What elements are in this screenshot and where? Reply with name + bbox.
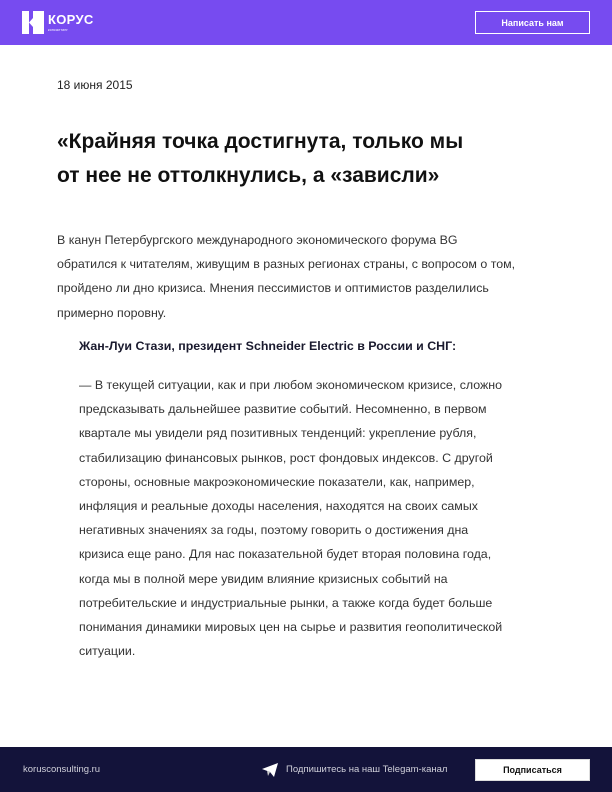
logo[interactable] (22, 11, 94, 35)
title-line: от нее не оттолкнулись, а «зависли» (57, 164, 440, 187)
article-title (57, 125, 463, 193)
text-line: примерно поровну. (57, 305, 167, 320)
text-line: пройдено ли дно кризиса. Мнения пессимистов и оптимистов разделились (57, 281, 489, 296)
text-line: понимания динамики мировых цен на сырье и развития геополитической (79, 620, 503, 635)
footer (0, 747, 612, 792)
site-link[interactable]: korusconsulting.ru (23, 764, 101, 775)
telegram-icon[interactable] (262, 763, 278, 777)
text-line: стороны, основные макроэкономические показатели, как, например, (79, 474, 475, 489)
write-us-button[interactable]: Написать нам (475, 11, 590, 34)
text-line: негативных значениях за годы, поэтому говорить о достижения дна (79, 523, 469, 538)
text-line: квартале мы увидели ряд позитивных тенденций: укрепление рубля, (79, 426, 477, 441)
speaker-name: Жан-Луи Стази, президент Schneider Electric в России и СНГ: (79, 339, 457, 353)
article-date: 18 июня 2015 (57, 78, 133, 92)
title-line: «Крайняя точка достигнута, только мы (57, 130, 464, 153)
telegram-link[interactable]: Подпишитесь на наш Telegam-канал (286, 764, 448, 775)
text-line: предсказывать дальнейшее развитие событий. Несомненно, в первом (79, 402, 487, 417)
logo-mark-icon (22, 11, 44, 34)
text-line: когда мы в полной мере увидим влияние кризисных событий на (79, 571, 448, 586)
text-line: В канун Петербургского международного экономического форума BG (57, 233, 458, 247)
text-line: — В текущей ситуации, как и при любом экономическом кризисе, сложно (79, 378, 503, 392)
header (0, 0, 612, 45)
quote-paragraph (79, 373, 502, 663)
text-line: обратился к читателям, живущим в разных регионах страны, с вопросом о том, (57, 257, 516, 272)
logo-subtitle: консалтинг (48, 28, 68, 32)
text-line: стабилизацию финансовых рынков, рост фондовых индексов. С другой (79, 450, 493, 465)
subscribe-button[interactable]: Подписаться (475, 759, 590, 781)
text-line: инфляция и реальные доходы населения, находятся на своих самых (79, 499, 478, 514)
logo-text: КОРУС (48, 12, 94, 27)
text-line: потребительские и индустриальные рынки, а также когда будет больше (79, 595, 493, 610)
intro-paragraph (57, 228, 515, 325)
text-line: кризиса еще рано. Для нас показательной будет вторая половина года, (79, 547, 492, 562)
text-line: ситуации. (79, 644, 136, 659)
